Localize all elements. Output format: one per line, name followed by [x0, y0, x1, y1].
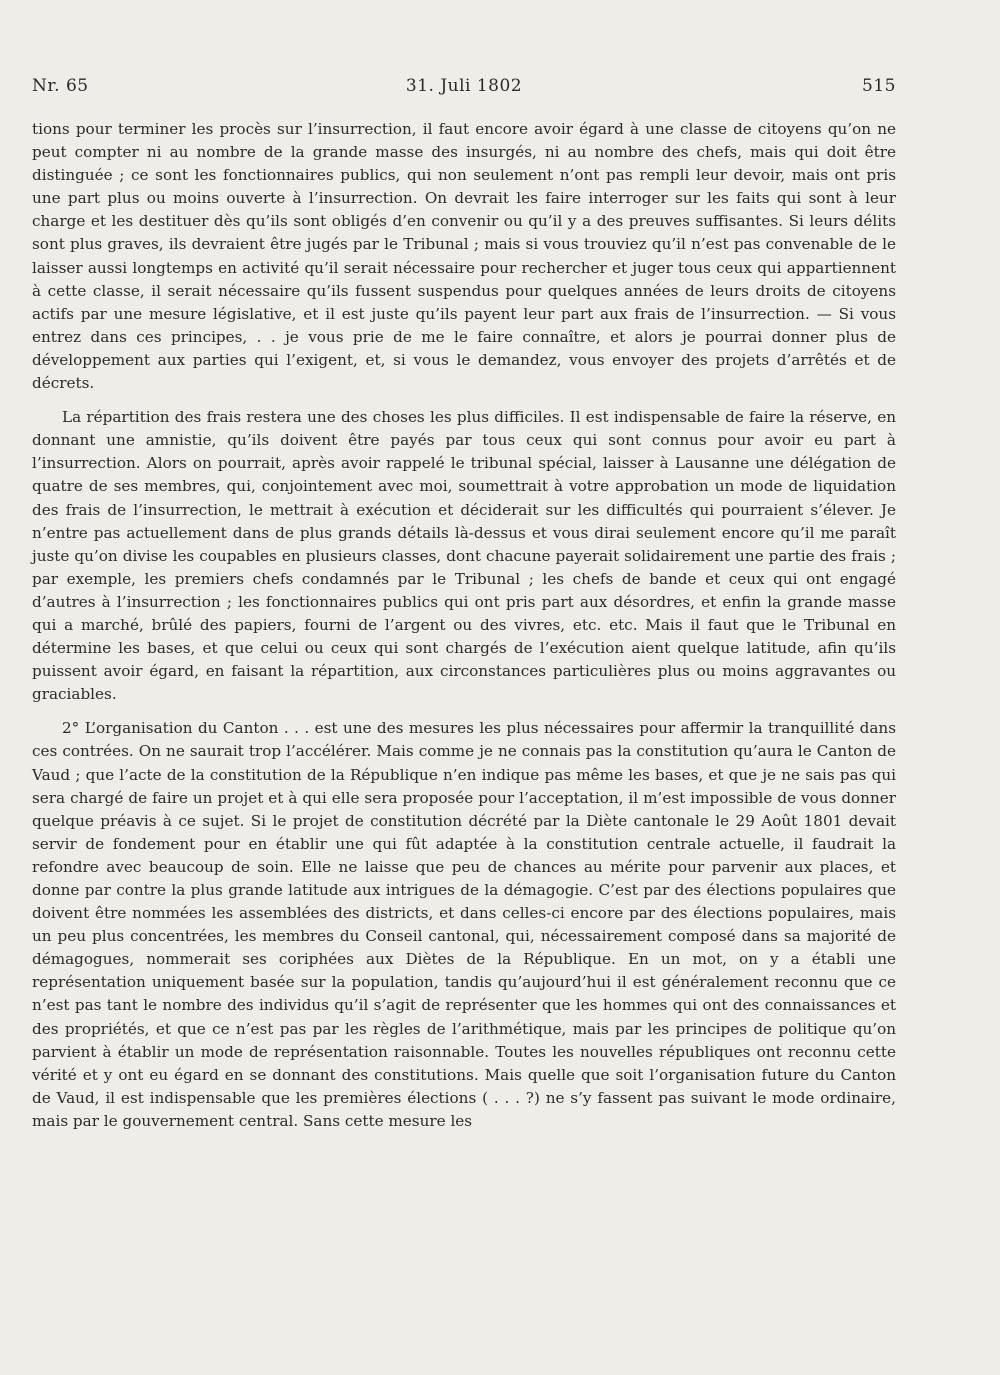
paragraph: 2° L’organisation du Canton . . . est une des mesures les plus nécessaires pour affermir la tranquillité dans ces contrées. On ne saurait trop l’accélérer. Mais comme je ne connais pas la constitution qu’aura le Canton de Vaud ; que l’acte de la constitution de la République n’en indique pas même les bases, et que je ne sais pas qui sera chargé de faire un projet et à qui elle sera proposée pour l’acceptation, il m’est impossible de vous donner quelque préavis à ce sujet. Si le projet de constitution décrété par la Diète cantonale le 29 Août 1801 devait servir de fondement pour en établir une qui fût adaptée à la constitution centrale actuelle, il faudrait la refondre avec beaucoup de soin. Elle ne laisse que peu de chances au mérite pour parvenir aux places, et donne par contre la plus grande latitude aux intrigues de la démagogie. C’est par des élections populaires que doivent être nommées les assemblées des districts, et dans celles-ci encore par des élections populaires, mais un peu plus concentrées, les membres du Conseil cantonal, qui, nécessairement composé dans sa majorité de démagogues, nommerait ses coriphées aux Diètes de la République. En un mot, on y a établi une représentation uniquement basée sur la population, tandis qu’aujourd’hui il est généralement reconnu que ce n’est pas tant le nombre des individus qu’il s’agit de représenter que les hommes qui ont des connaissances et des propriétés, et que ce n’est pas par les règles de l’arithmétique, mais par les principes de politique qu’on parvient à établir un mode de représentation raisonnable. Toutes les nouvelles républiques ont reconnu cette vérité et y ont eu égard en se donnant des constitutions. Mais quelle que soit l’organisation future du Canton de Vaud, il est indispensable que les premières élections ( . . . ?) ne s’y fassent pas suivant le mode ordinaire, mais par le gouvernement central. Sans cette mesure les — [32, 719, 896, 1130]
document-date: 31. Juli 1802 — [405, 76, 523, 96]
page-header — [32, 76, 896, 118]
document-number: Nr. 65 — [32, 76, 89, 96]
page-number: 515 — [862, 76, 896, 96]
paragraph: tions pour terminer les procès sur l’insurrection, il faut encore avoir égard à une classe de citoyens qu’on ne peut compter ni au nombre de la grande masse des insurgés, ni au nombre des chefs, mais qui doit être distinguée ; ce sont les fonctionnaires publics, qui non seulement n’ont pas rempli leur devoir, mais ont pris une part plus ou moins ouverte à l’insurrection. On devrait les faire interroger sur les faits qui sont à leur charge et les destituer dès qu’ils sont obligés d’en convenir ou qu’il y a des preuves suffisantes. Si leurs délits sont plus graves, ils devraient être jugés par le Tribunal ; mais si vous trouviez qu’il n’est pas convenable de le laisser aussi longtemps en activité qu’il serait nécessaire pour rechercher et juger tous ceux qui appartiennent à cette classe, il serait nécessaire qu’ils fussent suspendus pour quelques années de leurs droits de citoyens actifs par une mesure législative, et il est juste qu’ils payent leur part aux frais de l’insurrection. — Si vous entrez dans ces principes, . . je vous prie de me le faire connaître, et alors je pourrai donner plus de développement aux parties qui l’exigent, et, si vous le demandez, vous envoyer des projets d’arrêtés et de décrets. — [32, 120, 896, 393]
body-text — [32, 118, 896, 1133]
paragraph: La répartition des frais restera une des choses les plus difficiles. Il est indispensable de faire la réserve, en donnant une amnistie, qu’ils doivent être payés par tous ceux qui sont connus pour avoir eu part à l’insurrection. Alors on pourrait, après avoir rappelé le tribunal spécial, laisser à Lausanne une délégation de quatre de ses membres, qui, conjointement avec moi, soumettrait à votre approbation un mode de liquidation des frais de l’insurrection, le mettrait à exécution et déciderait sur les difficultés qui pourraient s’élever. Je n’entre pas actuellement dans de plus grands détails là-dessus et vous dirai seulement encore qu’il me paraît juste qu’on divise les coupables en plusieurs classes, dont chacune payerait solidairement une partie des frais ; par exemple, les premiers chefs condamnés par le Tribunal ; les chefs de bande et ceux qui ont engagé d’autres à l’insurrection ; les fonctionnaires publics qui ont pris part aux désordres, et enfin la grande masse qui a marché, brûlé des papiers, fourni de l’argent ou des vivres, etc. etc. Mais il faut que le Tribunal en détermine les bases, et que celui ou ceux qui sont chargés de l’exécution aient quelque latitude, afin qu’ils puissent avoir égard, en faisant la répartition, aux circonstances particulières plus ou moins aggravantes ou graciables. — [32, 408, 896, 704]
